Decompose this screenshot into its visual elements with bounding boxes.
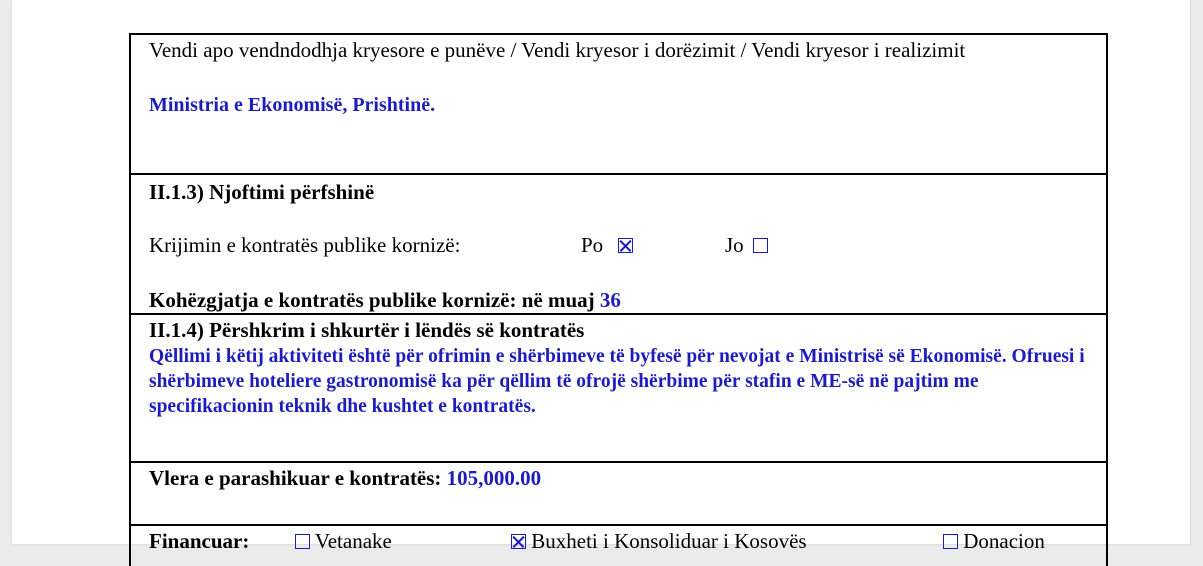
- budget-checkbox[interactable]: [511, 534, 526, 549]
- no-label: Jo: [725, 233, 744, 257]
- document-page: [12, 0, 1190, 553]
- framework-no-option[interactable]: [725, 232, 768, 258]
- notice-section: [131, 175, 1106, 315]
- no-checkbox[interactable]: [753, 238, 768, 253]
- duration-label: Kohëzgjatja e kontratës publike kornizë: në muaj: [149, 288, 595, 312]
- description-text: Qëllimi i këtij aktiviteti është për ofrimin e shërbimeve të byfesë për nevojat e Ministrisë së Ekonomisë. Ofruesi i shërbimeve hoteliere gastronomisë ka për qëllim të ofrojë shërbime për stafin e ME-së në pajtim me specifikacionin teknik dhe kushtet e kontratës.: [149, 346, 1085, 417]
- framework-yes-option[interactable]: [581, 232, 633, 258]
- value-section: [131, 463, 1106, 526]
- donation-label: Donacion: [963, 529, 1045, 553]
- financing-section: [131, 526, 1106, 566]
- financing-label: Financuar:: [149, 529, 250, 553]
- yes-checkbox[interactable]: [618, 238, 633, 253]
- framework-label: Krijimin e kontratës publike kornizë:: [149, 233, 461, 257]
- financing-option-own[interactable]: [295, 528, 392, 554]
- own-checkbox[interactable]: [295, 534, 310, 549]
- financing-option-donation[interactable]: [943, 528, 1045, 554]
- description-section: [131, 315, 1106, 463]
- location-label: Vendi apo vendndodhja kryesore e punëve / Vendi kryesor i dorëzimit / Vendi kryesor i realizimit: [149, 38, 966, 62]
- yes-label: Po: [581, 233, 604, 257]
- location-section: [131, 35, 1106, 175]
- budget-label: Buxheti i Konsoliduar i Kosovës: [531, 529, 807, 553]
- location-value: Ministria e Ekonomisë, Prishtinë.: [149, 94, 436, 116]
- duration-row: [149, 287, 621, 313]
- value-label: Vlera e parashikuar e kontratës:: [149, 466, 442, 490]
- contract-notice-form: [129, 33, 1108, 566]
- donation-checkbox[interactable]: [943, 534, 958, 549]
- duration-value: 36: [599, 288, 621, 312]
- value-amount: 105,000.00: [446, 466, 542, 490]
- value-row: [149, 465, 541, 491]
- own-label: Vetanake: [314, 529, 392, 553]
- financing-option-budget[interactable]: [511, 528, 807, 554]
- description-heading: II.1.4) Përshkrim i shkurtër i lëndës së kontratës: [149, 318, 585, 342]
- notice-heading: II.1.3) Njoftimi përfshinë: [149, 180, 375, 204]
